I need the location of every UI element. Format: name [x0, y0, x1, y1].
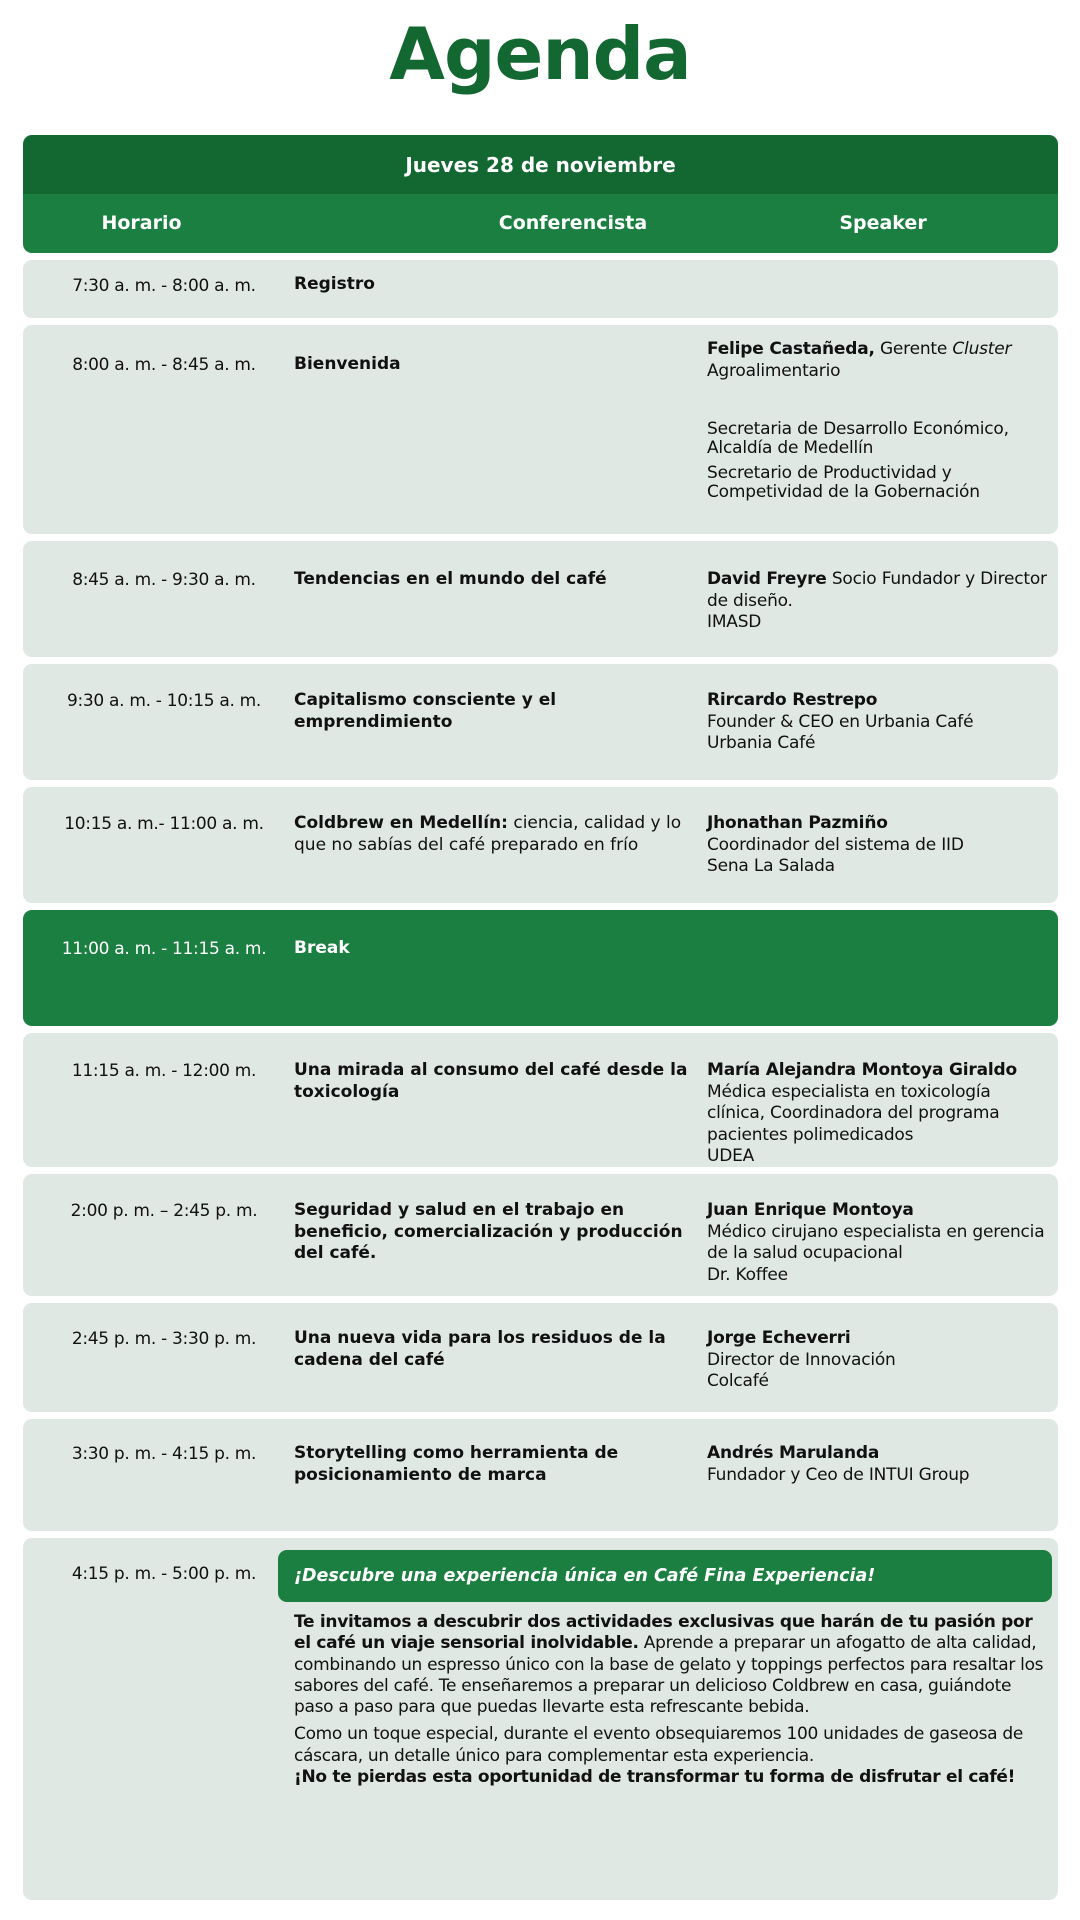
speaker-role-cont: Agroalimentario — [707, 360, 841, 381]
speaker-name: Juan Enrique Montoya — [707, 1200, 914, 1220]
agenda-row — [23, 541, 1058, 657]
row-topic: Una mirada al consumo del café desde la toxicología — [294, 1060, 688, 1102]
promo-paragraph-1 — [294, 1612, 1054, 1718]
promo-banner: ¡Descubre una experiencia única en Café Fina Experiencia! — [278, 1550, 1052, 1602]
row-speaker — [707, 690, 1047, 755]
speaker-extra: Secretaria de Desarrollo Económico, Alcaldía de Medellín — [707, 419, 1009, 458]
agenda-row — [23, 1419, 1058, 1531]
row-time: 8:00 a. m. - 8:45 a. m. — [72, 355, 256, 375]
row-topic: Capitalismo consciente y el emprendimiento — [294, 690, 557, 732]
speaker-role: Gerente — [879, 339, 953, 359]
speaker-name: Felipe Castañeda, — [707, 339, 875, 359]
row-speaker — [707, 1328, 1047, 1393]
row-time: 11:15 a. m. - 12:00 m. — [71, 1061, 257, 1081]
speaker-role: Médica especialista en toxicología clínica, Coordinadora del programa pacientes polimedicados — [707, 1081, 1000, 1145]
promo-paragraph-1-rest: Aprende a preparar un afogatto de alta calidad, combinando un espresso único con la base de gelato y toppings perfectos para resaltar los sabores del café. Te enseñaremos a preparar un delicioso Coldbrew en casa, guiándote paso a paso para que puedas llevarte esta refrescante bebida. — [294, 1633, 1044, 1718]
agenda-header — [23, 135, 1058, 253]
agenda-row — [23, 1033, 1058, 1167]
speaker-org: Dr. Koffee — [707, 1264, 788, 1285]
row-topic: Seguridad y salud en el trabajo en beneficio, comercialización y producción del café. — [294, 1200, 683, 1263]
speaker-role: Fundador y Ceo de INTUI Group — [707, 1464, 970, 1485]
speaker-name: Andrés Marulanda — [707, 1443, 880, 1463]
speaker-role: Médico cirujano especialista en gerencia de la salud ocupacional — [707, 1221, 1045, 1263]
topic-rest: ciencia, calidad y lo que no sabías del café preparado en frío — [294, 813, 682, 855]
row-speaker — [707, 339, 1047, 502]
row-topic: Break — [294, 938, 350, 958]
speaker-name: María Alejandra Montoya Giraldo — [707, 1060, 1017, 1080]
row-time: 2:00 p. m. – 2:45 p. m. — [70, 1201, 258, 1221]
agenda-row-promo — [23, 1538, 1058, 1900]
row-time: 11:00 a. m. - 11:15 a. m. — [61, 939, 267, 959]
speaker-role: Director de Innovación — [707, 1349, 896, 1370]
column-headers — [23, 194, 1058, 253]
column-header-conferencista: Conferencista — [498, 212, 648, 234]
row-time: 9:30 a. m. - 10:15 a. m. — [66, 691, 262, 711]
row-speaker — [707, 813, 1047, 878]
speaker-org: Urbania Café — [707, 733, 816, 753]
speaker-org: UDEA — [707, 1146, 755, 1166]
promo-paragraph-2: Como un toque especial, durante el evento obsequiaremos 100 unidades de gaseosa de cáscara, un detalle único para complementar esta experiencia. — [294, 1724, 1024, 1766]
agenda-row — [23, 664, 1058, 780]
agenda-row — [23, 325, 1058, 534]
row-speaker — [707, 1443, 1047, 1486]
row-time: 8:45 a. m. - 9:30 a. m. — [72, 570, 256, 590]
row-topic: Registro — [294, 274, 375, 294]
agenda-row-break — [23, 910, 1058, 1026]
topic-bold: Coldbrew en Medellín: — [294, 813, 508, 833]
row-topic: Storytelling como herramienta de posicionamiento de marca — [294, 1443, 619, 1485]
row-time: 10:15 a. m.- 11:00 a. m. — [64, 814, 264, 834]
speaker-name: Jhonathan Pazmiño — [707, 813, 888, 833]
promo-cta: ¡No te pierdas esta oportunidad de transformar tu forma de disfrutar el café! — [294, 1767, 1016, 1788]
column-header-horario: Horario — [101, 212, 182, 234]
agenda-row — [23, 260, 1058, 318]
speaker-name: Jorge Echeverri — [707, 1328, 851, 1348]
column-header-speaker: Speaker — [839, 212, 927, 234]
row-speaker — [707, 1060, 1047, 1168]
agenda-row — [23, 1174, 1058, 1296]
row-speaker — [707, 1200, 1047, 1286]
agenda-row — [23, 787, 1058, 903]
row-time: 7:30 a. m. - 8:00 a. m. — [72, 276, 256, 296]
date-heading: Jueves 28 de noviembre — [23, 135, 1058, 194]
speaker-role: Founder & CEO en Urbania Café — [707, 711, 974, 732]
speaker-org: Colcafé — [707, 1371, 769, 1391]
promo-text — [294, 1612, 1054, 1788]
row-speaker — [707, 569, 1047, 634]
speaker-role: Socio Fundador y Director de diseño. — [707, 569, 1047, 611]
agenda-row — [23, 1303, 1058, 1412]
speaker-name: David Freyre — [707, 569, 827, 589]
speaker-role-italic: Cluster — [952, 339, 1012, 359]
speaker-role: Coordinador del sistema de IID — [707, 834, 964, 855]
row-time: 2:45 p. m. - 3:30 p. m. — [71, 1329, 257, 1349]
speaker-name: Rircardo Restrepo — [707, 690, 878, 710]
row-topic: Bienvenida — [294, 354, 401, 374]
row-time: 4:15 p. m. - 5:00 p. m. — [71, 1564, 257, 1584]
row-topic: Una nueva vida para los residuos de la cadena del café — [294, 1328, 666, 1370]
promo-paragraph-1-bold: Te invitamos a descubrir dos actividades exclusivas que harán de tu pasión por el café un viaje sensorial inolvidable. — [294, 1612, 1033, 1654]
row-topic — [294, 813, 694, 856]
speaker-org: IMASD — [707, 612, 762, 632]
page-title: Agenda — [389, 12, 691, 96]
row-topic: Tendencias en el mundo del café — [294, 569, 607, 589]
row-time: 3:30 p. m. - 4:15 p. m. — [71, 1444, 257, 1464]
speaker-org: Sena La Salada — [707, 856, 835, 876]
speaker-extra: Secretario de Productividad y Competividad de la Gobernación — [707, 463, 980, 502]
